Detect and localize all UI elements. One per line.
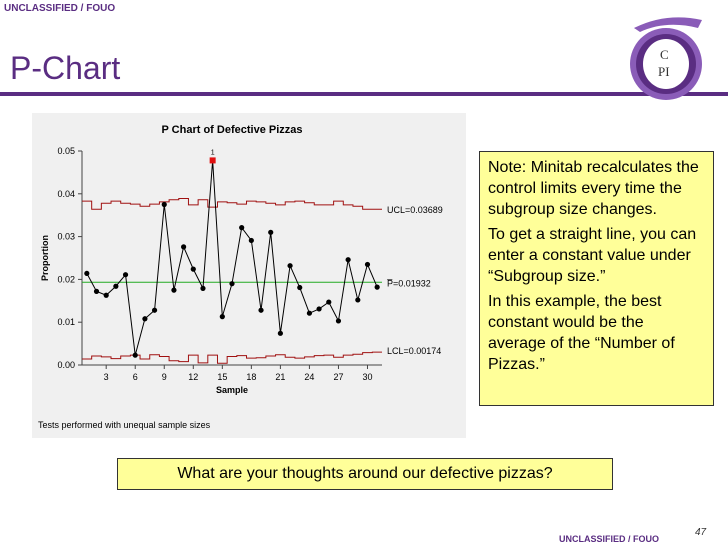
slide-title: P-Chart bbox=[10, 50, 121, 86]
data-point bbox=[104, 293, 109, 298]
lcl-label: LCL=0.00174 bbox=[387, 346, 442, 357]
data-point bbox=[316, 306, 321, 311]
data-point bbox=[336, 318, 341, 323]
data-point bbox=[142, 316, 147, 321]
data-point bbox=[171, 288, 176, 293]
svg-text:PI: PI bbox=[658, 64, 670, 79]
classification-banner-bottom: UNCLASSIFIED / FOUO bbox=[559, 534, 660, 544]
data-point bbox=[220, 314, 225, 319]
lcl-line bbox=[82, 352, 382, 363]
chart-footnote: Tests performed with unequal sample sizes bbox=[38, 420, 211, 430]
discussion-question: What are your thoughts around our defective pizzas? bbox=[117, 458, 613, 490]
data-point bbox=[268, 230, 273, 235]
out-of-control-point bbox=[210, 157, 216, 163]
data-point bbox=[191, 267, 196, 272]
data-point bbox=[278, 331, 283, 336]
data-point bbox=[287, 263, 292, 268]
x-axis-label: Sample bbox=[215, 385, 249, 395]
page-number: 47 bbox=[695, 527, 707, 538]
data-point bbox=[346, 257, 351, 262]
p-chart-panel bbox=[32, 113, 466, 438]
data-point bbox=[375, 285, 380, 290]
svg-text:C: C bbox=[660, 47, 669, 62]
x-tick-label: 30 bbox=[362, 372, 373, 382]
y-tick-label: 0.00 bbox=[57, 360, 75, 370]
data-point bbox=[152, 308, 157, 313]
x-tick-label: 18 bbox=[246, 372, 257, 382]
proportion-series-line bbox=[87, 160, 377, 355]
data-point bbox=[113, 284, 118, 289]
x-tick-label: 3 bbox=[103, 372, 109, 382]
title-divider bbox=[0, 92, 728, 96]
y-tick-label: 0.02 bbox=[57, 274, 75, 285]
x-tick-label: 12 bbox=[188, 372, 199, 382]
data-point bbox=[123, 272, 128, 277]
x-tick-label: 15 bbox=[217, 372, 228, 382]
data-point bbox=[297, 285, 302, 290]
note-callout bbox=[479, 151, 714, 406]
x-tick-label: 21 bbox=[275, 372, 286, 382]
data-point bbox=[249, 238, 254, 243]
y-axis-label: Proportion bbox=[40, 235, 50, 281]
data-point bbox=[326, 299, 331, 304]
y-tick-label: 0.01 bbox=[57, 317, 75, 328]
center-line-label: P̅=0.01932 bbox=[387, 278, 431, 289]
data-point bbox=[133, 353, 138, 358]
ucl-label: UCL=0.03689 bbox=[387, 205, 443, 216]
x-tick-label: 24 bbox=[304, 372, 315, 382]
data-point bbox=[355, 297, 360, 302]
note-paragraph: In this example, the best constant would be the average of the “Number of Pizzas.” bbox=[488, 293, 675, 373]
p-chart bbox=[32, 113, 466, 438]
x-tick-label: 6 bbox=[132, 372, 138, 382]
data-point bbox=[258, 308, 263, 313]
data-point bbox=[365, 262, 370, 267]
y-tick-label: 0.05 bbox=[57, 146, 75, 156]
classification-banner-top: UNCLASSIFIED / FOUO bbox=[4, 3, 116, 14]
cpi-logo-icon bbox=[620, 14, 710, 104]
data-point bbox=[239, 225, 244, 230]
y-tick-label: 0.04 bbox=[57, 188, 75, 199]
data-point bbox=[307, 311, 312, 316]
test-failure-flag: 1 bbox=[210, 149, 215, 157]
x-tick-label: 27 bbox=[333, 372, 344, 382]
note-paragraph: Note: Minitab recalculates the control limits every time the subgroup size changes. bbox=[488, 159, 699, 218]
data-point bbox=[229, 281, 234, 286]
data-point bbox=[200, 286, 205, 291]
data-point bbox=[84, 271, 89, 276]
note-paragraph: To get a straight line, you can enter a constant value under “Subgroup size.” bbox=[488, 226, 697, 285]
ucl-line bbox=[82, 199, 382, 210]
x-tick-label: 9 bbox=[161, 372, 167, 382]
y-tick-label: 0.03 bbox=[57, 231, 75, 242]
chart-title: P Chart of Defective Pizzas bbox=[161, 124, 303, 136]
data-point bbox=[94, 289, 99, 294]
data-point bbox=[181, 244, 186, 249]
data-point bbox=[162, 202, 167, 207]
